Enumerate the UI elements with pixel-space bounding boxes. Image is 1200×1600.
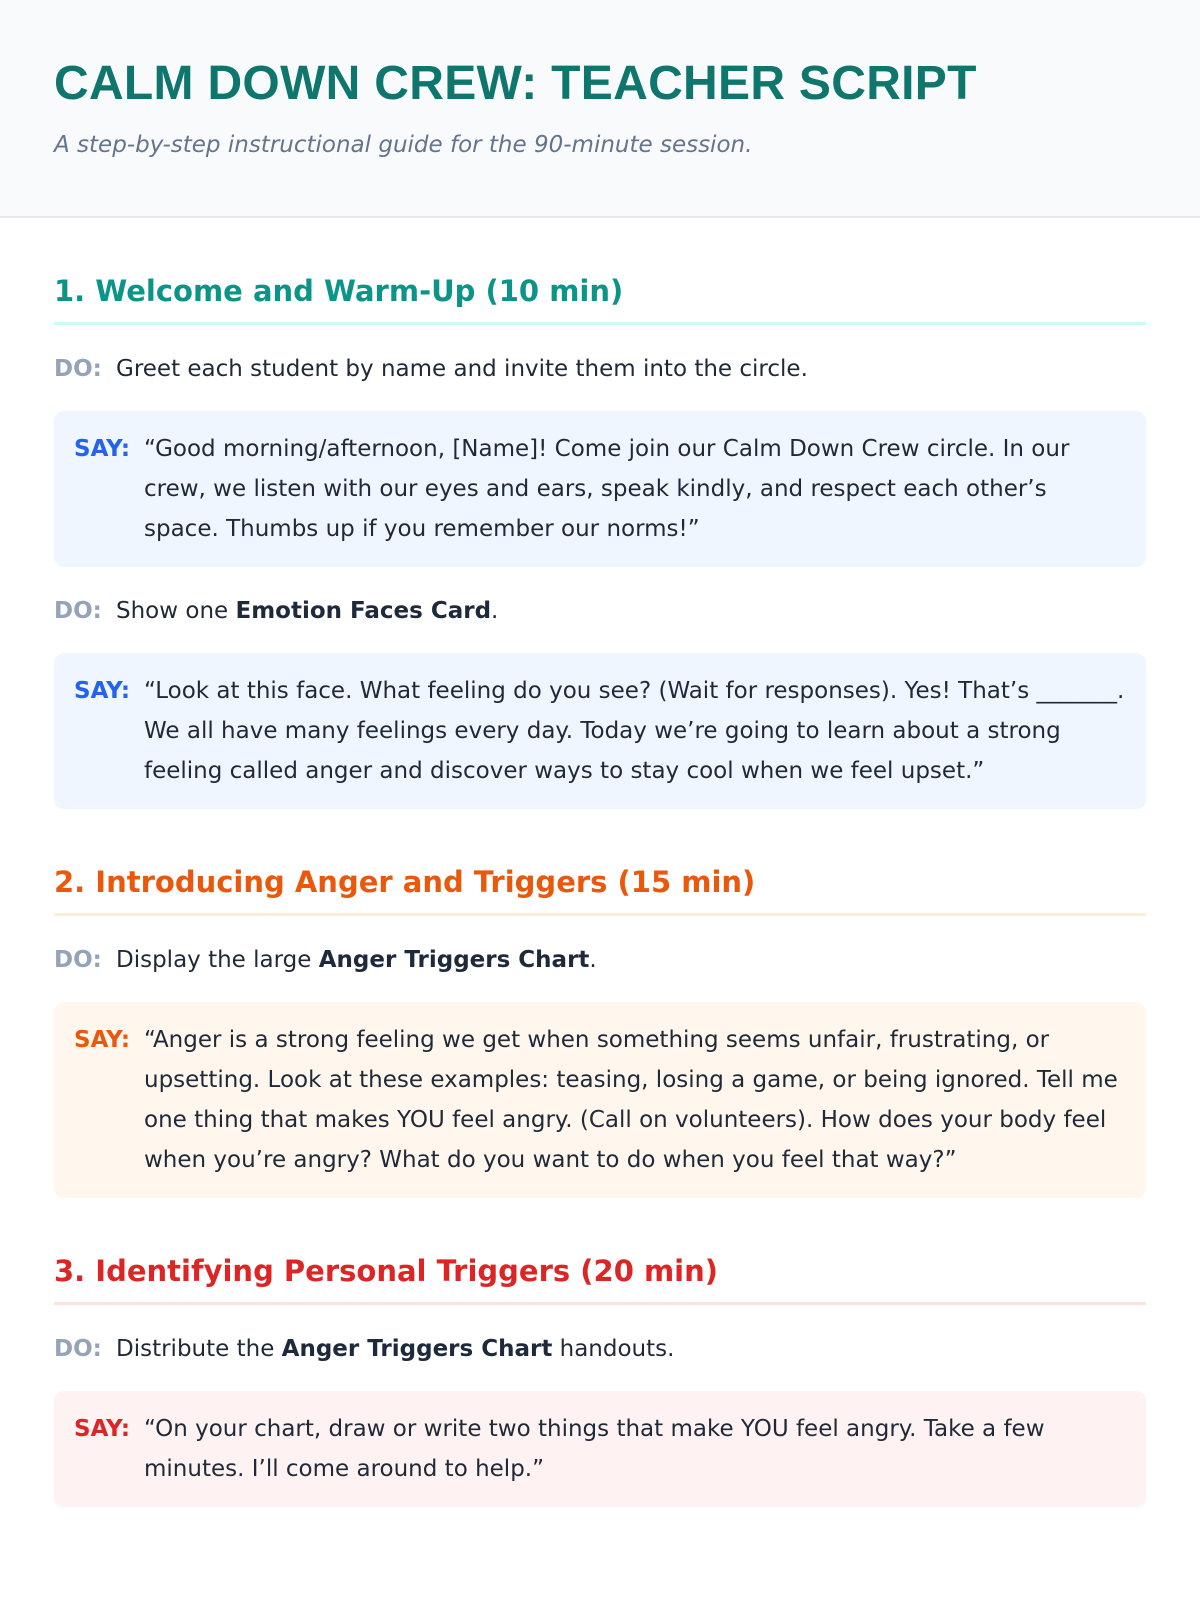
do-instruction	[54, 1329, 1146, 1369]
page-subtitle: A step-by-step instructional guide for the 90-minute session.	[54, 132, 753, 158]
section-welcome	[54, 274, 1146, 809]
say-box	[54, 653, 1146, 809]
do-label: DO:	[54, 598, 102, 624]
do-text-pre: Show one	[116, 598, 236, 624]
do-text-post: handouts.	[552, 1336, 675, 1362]
section-title: 3. Identifying Personal Triggers (20 min)	[54, 1254, 1146, 1305]
say-text: “On your chart, draw or write two things that make YOU feel angry. Take a few minutes. I’ll come around to help.”	[144, 1416, 1045, 1482]
say-label: SAY:	[74, 1027, 131, 1053]
do-label: DO:	[54, 947, 102, 973]
do-instruction	[54, 940, 1146, 980]
say-text: “Look at this face. What feeling do you see? (Wait for responses). Yes! That’s _______. We all have many feelings every day. Today we’re going to learn about a strong feeling called anger and discover ways to stay cool when we feel upset.”	[144, 678, 1125, 784]
page-title: CALM DOWN CREW: TEACHER SCRIPT	[54, 57, 977, 110]
do-text	[116, 1329, 674, 1369]
do-text-post: .	[491, 598, 499, 624]
material-name: Anger Triggers Chart	[318, 947, 590, 973]
say-text: “Anger is a strong feeling we get when something seems unfair, frustrating, or upsetting. Look at these examples: teasing, losing a game, or being ignored. Tell me one thing that makes YOU feel angry. (Call on volunteers). How does your body feel when you’re angry? What do you want to do when you feel that way?”	[144, 1027, 1118, 1173]
do-instruction	[54, 349, 1146, 389]
say-box	[54, 1002, 1146, 1198]
say-label: SAY:	[74, 436, 131, 462]
page-header	[0, 0, 1200, 218]
section-anger-triggers	[54, 865, 1146, 1198]
do-text-post: .	[589, 947, 597, 973]
do-label: DO:	[54, 1336, 102, 1362]
do-text-pre: Display the large	[116, 947, 319, 973]
do-text	[116, 940, 597, 980]
do-text	[116, 591, 498, 631]
do-text-pre: Distribute the	[116, 1336, 282, 1362]
do-text: Greet each student by name and invite them into the circle.	[116, 356, 808, 382]
say-box	[54, 1391, 1146, 1507]
do-label: DO:	[54, 356, 102, 382]
say-label: SAY:	[74, 678, 131, 704]
say-text: “Good morning/afternoon, [Name]! Come join our Calm Down Crew circle. In our crew, we listen with our eyes and ears, speak kindly, and respect each other’s space. Thumbs up if you remember our norms!”	[144, 436, 1070, 542]
do-instruction	[54, 591, 1146, 631]
section-title: 2. Introducing Anger and Triggers (15 min)	[54, 865, 1146, 916]
section-title: 1. Welcome and Warm-Up (10 min)	[54, 274, 1146, 325]
say-label: SAY:	[74, 1416, 131, 1442]
material-name: Emotion Faces Card	[235, 598, 492, 624]
material-name: Anger Triggers Chart	[281, 1336, 553, 1362]
say-box	[54, 411, 1146, 567]
section-personal-triggers	[54, 1254, 1146, 1507]
script-content	[0, 274, 1200, 1507]
